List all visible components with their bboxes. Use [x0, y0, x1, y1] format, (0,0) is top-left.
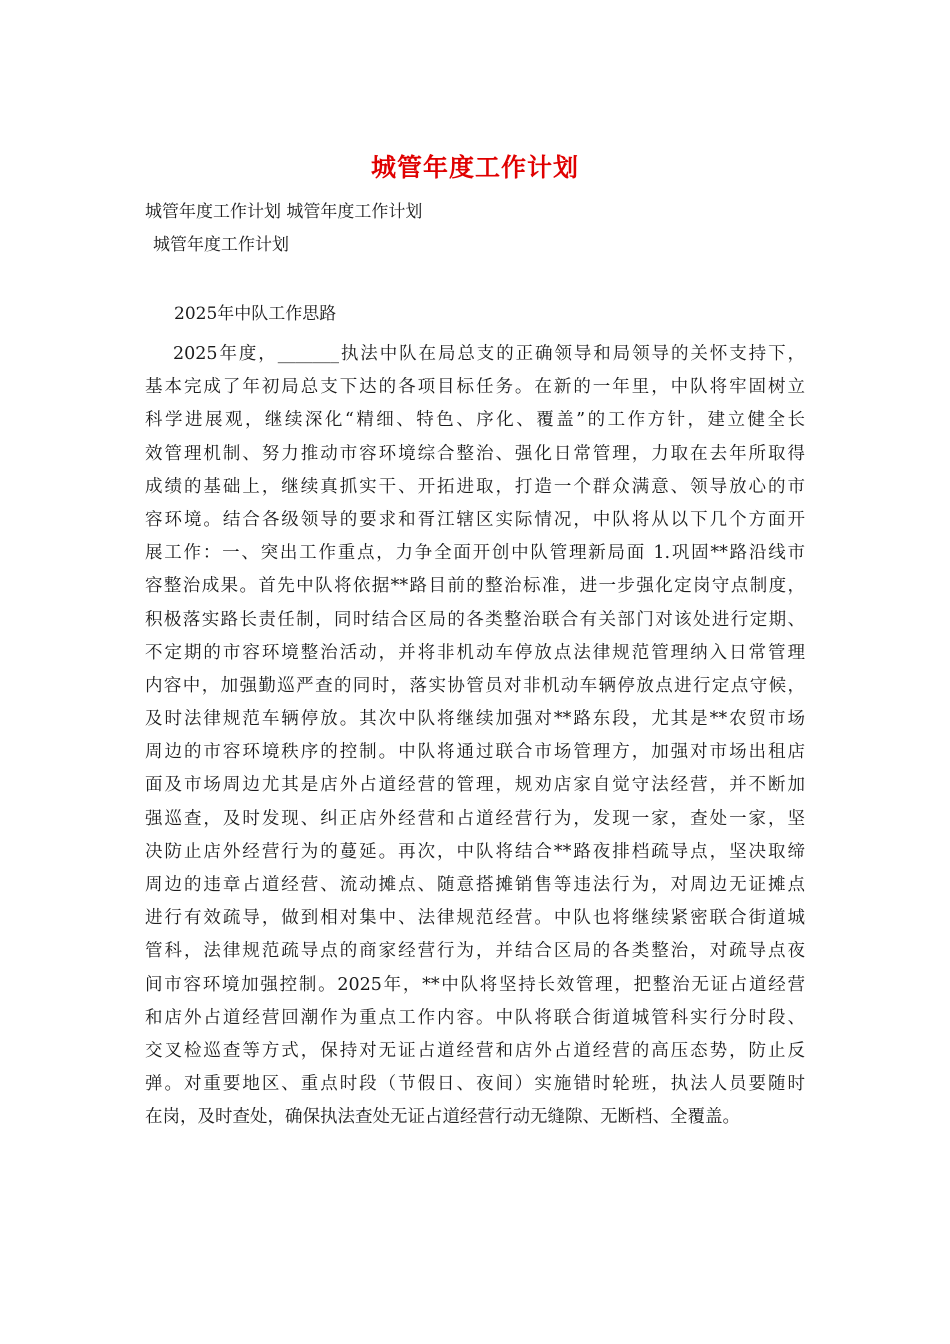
body-line: 在岗，及时查处，确保执法查处无证占道经营行动无缝隙、无断档、全覆盖。 [145, 1107, 740, 1128]
section-heading: 2025年中队工作思路 [174, 304, 337, 324]
body-line: 基本完成了年初局总支下达的各项目标任务。在新的一年里，中队将牢固树立 [145, 377, 805, 398]
body-line: 成绩的基础上，继续真抓实干、开拓进取，打造一个群众满意、领导放心的市 [145, 476, 805, 497]
body-line: 不定期的市容环境整治活动，并将非机动车停放点法律规范管理纳入日常管理 [145, 642, 805, 663]
body-line: 和店外占道经营回潮作为重点工作内容。中队将联合街道城管科实行分时段、 [145, 1007, 805, 1028]
document-title: 城管年度工作计划 [370, 153, 579, 182]
body-line: 周边的市容环境秩序的控制。中队将通过联合市场管理方，加强对市场出租店 [145, 742, 805, 763]
body-line: 交叉检巡查等方式，保持对无证占道经营和店外占道经营的高压态势，防止反 [145, 1040, 805, 1061]
body-line: 2025年度，_______执法中队在局总支的正确领导和局领导的关怀支持下， [173, 344, 805, 364]
body-line: 管科，法律规范疏导点的商家经营行为，并结合区局的各类整治，对疏导点夜 [145, 941, 805, 962]
body-line: 进行有效疏导，做到相对集中、法律规范经营。中队也将继续紧密联合街道城 [145, 908, 805, 929]
body-line: 效管理机制、努力推动市容环境综合整治、强化日常管理，力取在去年所取得 [145, 443, 805, 464]
body-line: 及时法律规范车辆停放。其次中队将继续加强对**路东段，尤其是**农贸市场 [145, 709, 805, 730]
body-line: 周边的违章占道经营、流动摊点、随意搭摊销售等违法行为，对周边无证摊点 [145, 875, 805, 895]
body-line: 面及市场周边尤其是店外占道经营的管理，规劝店家自觉守法经营，并不断加 [145, 775, 805, 796]
body-line: 弹。对重要地区、重点时段（节假日、夜间）实施错时轮班，执法人员要随时 [145, 1074, 805, 1095]
body-line: 容整治成果。首先中队将依据**路目前的整治标准，进一步强化定岗守点制度， [145, 576, 805, 597]
subtitle-line-2: 城管年度工作计划 [153, 235, 289, 255]
body-line: 内容中，加强勤巡严查的同时，落实协管员对非机动车辆停放点进行定点守候， [145, 675, 805, 696]
body-line: 科学进展观，继续深化“精细、特色、序化、覆盖”的工作方针，建立健全长 [145, 410, 805, 431]
body-line: 间市容环境加强控制。2025年，**中队将坚持长效管理，把整治无证占道经营 [145, 974, 805, 995]
body-line: 展工作：一、突出工作重点，力争全面开创中队管理新局面 1.巩固**路沿线市 [145, 543, 805, 564]
subtitle-line-1: 城管年度工作计划 城管年度工作计划 [145, 202, 423, 222]
body-line: 积极落实路长责任制，同时结合区局的各类整治联合有关部门对该处进行定期、 [145, 609, 805, 630]
body-line: 强巡查，及时发现、纠正店外经营和占道经营行为，发现一家，查处一家，坚 [145, 808, 805, 829]
body-line: 容环境。结合各级领导的要求和胥江辖区实际情况，中队将从以下几个方面开 [145, 509, 805, 530]
body-paragraph [145, 338, 805, 1135]
body-line: 决防止店外经营行为的蔓延。再次，中队将结合**路夜排档疏导点，坚决取缔 [145, 841, 805, 862]
